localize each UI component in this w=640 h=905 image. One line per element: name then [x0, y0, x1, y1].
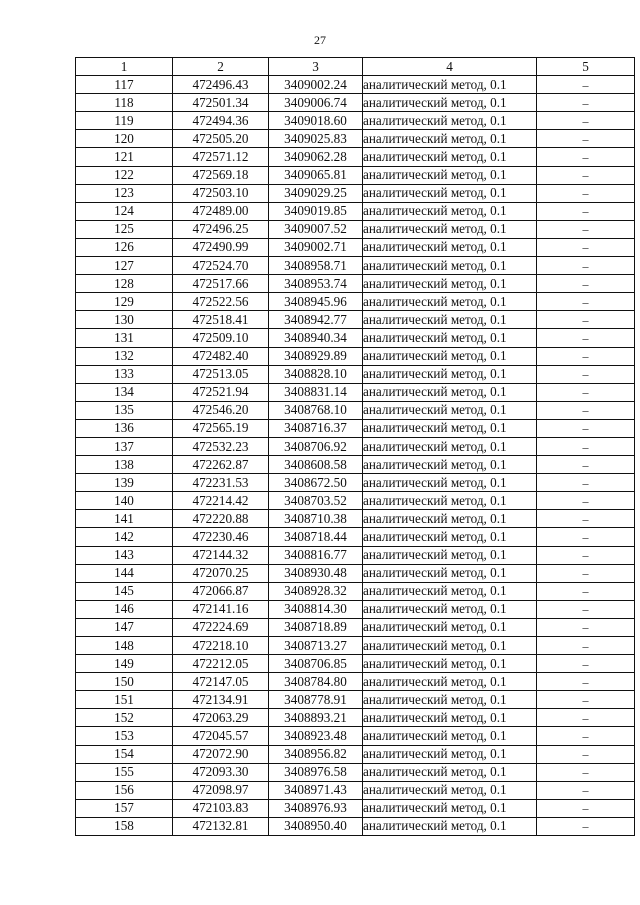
- remark-cell: –: [537, 275, 635, 293]
- method-accuracy-cell: аналитический метод, 0.1: [363, 528, 537, 546]
- x-coordinate-cell: 472093.30: [173, 763, 269, 781]
- method-accuracy-cell: аналитический метод, 0.1: [363, 582, 537, 600]
- table-row: [76, 673, 635, 691]
- table-row: [76, 383, 635, 401]
- page-number: 27: [314, 33, 326, 47]
- y-coordinate-cell: 3409002.71: [269, 238, 363, 256]
- table-row: [76, 148, 635, 166]
- table-row: [76, 582, 635, 600]
- y-coordinate-cell: 3408814.30: [269, 600, 363, 618]
- table-row: [76, 727, 635, 745]
- x-coordinate-cell: 472501.34: [173, 94, 269, 112]
- x-coordinate-cell: 472070.25: [173, 564, 269, 582]
- y-coordinate-cell: 3408945.96: [269, 293, 363, 311]
- y-coordinate-cell: 3409018.60: [269, 112, 363, 130]
- y-coordinate-cell: 3408718.89: [269, 618, 363, 636]
- x-coordinate-cell: 472220.88: [173, 510, 269, 528]
- table-body: [76, 76, 635, 836]
- remark-cell: –: [537, 655, 635, 673]
- remark-cell: –: [537, 673, 635, 691]
- point-number-cell: 123: [76, 184, 173, 202]
- y-coordinate-cell: 3409007.52: [269, 220, 363, 238]
- remark-cell: –: [537, 365, 635, 383]
- method-accuracy-cell: аналитический метод, 0.1: [363, 148, 537, 166]
- point-number-cell: 149: [76, 655, 173, 673]
- point-number-cell: 136: [76, 419, 173, 437]
- remark-cell: –: [537, 238, 635, 256]
- remark-cell: –: [537, 781, 635, 799]
- x-coordinate-cell: 472103.83: [173, 799, 269, 817]
- point-number-cell: 145: [76, 582, 173, 600]
- table-row: [76, 238, 635, 256]
- table-row: [76, 492, 635, 510]
- y-coordinate-cell: 3408828.10: [269, 365, 363, 383]
- point-number-cell: 132: [76, 347, 173, 365]
- y-coordinate-cell: 3408716.37: [269, 419, 363, 437]
- remark-cell: –: [537, 582, 635, 600]
- x-coordinate-cell: 472513.05: [173, 365, 269, 383]
- point-number-cell: 154: [76, 745, 173, 763]
- x-coordinate-cell: 472147.05: [173, 673, 269, 691]
- table-row: [76, 76, 635, 94]
- remark-cell: –: [537, 293, 635, 311]
- y-coordinate-cell: 3408958.71: [269, 257, 363, 275]
- table-row: [76, 184, 635, 202]
- method-accuracy-cell: аналитический метод, 0.1: [363, 419, 537, 437]
- y-coordinate-cell: 3408672.50: [269, 474, 363, 492]
- point-number-cell: 151: [76, 691, 173, 709]
- point-number-cell: 158: [76, 817, 173, 835]
- remark-cell: –: [537, 474, 635, 492]
- table-row: [76, 817, 635, 835]
- x-coordinate-cell: 472546.20: [173, 401, 269, 419]
- method-accuracy-cell: аналитический метод, 0.1: [363, 383, 537, 401]
- y-coordinate-cell: 3408816.77: [269, 546, 363, 564]
- remark-cell: –: [537, 727, 635, 745]
- point-number-cell: 144: [76, 564, 173, 582]
- table-row: [76, 112, 635, 130]
- remark-cell: –: [537, 202, 635, 220]
- y-coordinate-cell: 3408950.40: [269, 817, 363, 835]
- point-number-cell: 141: [76, 510, 173, 528]
- method-accuracy-cell: аналитический метод, 0.1: [363, 166, 537, 184]
- y-coordinate-cell: 3408928.32: [269, 582, 363, 600]
- point-number-cell: 153: [76, 727, 173, 745]
- remark-cell: –: [537, 419, 635, 437]
- method-accuracy-cell: аналитический метод, 0.1: [363, 220, 537, 238]
- y-coordinate-cell: 3408703.52: [269, 492, 363, 510]
- y-coordinate-cell: 3408831.14: [269, 383, 363, 401]
- x-coordinate-cell: 472569.18: [173, 166, 269, 184]
- method-accuracy-cell: аналитический метод, 0.1: [363, 474, 537, 492]
- method-accuracy-cell: аналитический метод, 0.1: [363, 257, 537, 275]
- x-coordinate-cell: 472565.19: [173, 419, 269, 437]
- point-number-cell: 140: [76, 492, 173, 510]
- method-accuracy-cell: аналитический метод, 0.1: [363, 347, 537, 365]
- point-number-cell: 131: [76, 329, 173, 347]
- point-number-cell: 129: [76, 293, 173, 311]
- table-row: [76, 437, 635, 455]
- x-coordinate-cell: 472224.69: [173, 618, 269, 636]
- x-coordinate-cell: 472517.66: [173, 275, 269, 293]
- remark-cell: –: [537, 510, 635, 528]
- point-number-cell: 142: [76, 528, 173, 546]
- y-coordinate-cell: 3408713.27: [269, 637, 363, 655]
- x-coordinate-cell: 472524.70: [173, 257, 269, 275]
- remark-cell: –: [537, 401, 635, 419]
- point-number-cell: 119: [76, 112, 173, 130]
- table-row: [76, 94, 635, 112]
- method-accuracy-cell: аналитический метод, 0.1: [363, 275, 537, 293]
- y-coordinate-cell: 3409062.28: [269, 148, 363, 166]
- table-row: [76, 202, 635, 220]
- x-coordinate-cell: 472098.97: [173, 781, 269, 799]
- method-accuracy-cell: аналитический метод, 0.1: [363, 510, 537, 528]
- remark-cell: –: [537, 94, 635, 112]
- y-coordinate-cell: 3408608.58: [269, 456, 363, 474]
- x-coordinate-cell: 472045.57: [173, 727, 269, 745]
- method-accuracy-cell: аналитический метод, 0.1: [363, 618, 537, 636]
- method-accuracy-cell: аналитический метод, 0.1: [363, 365, 537, 383]
- table-row: [76, 275, 635, 293]
- method-accuracy-cell: аналитический метод, 0.1: [363, 293, 537, 311]
- x-coordinate-cell: 472509.10: [173, 329, 269, 347]
- point-number-cell: 150: [76, 673, 173, 691]
- method-accuracy-cell: аналитический метод, 0.1: [363, 238, 537, 256]
- table-row: [76, 600, 635, 618]
- point-number-cell: 138: [76, 456, 173, 474]
- point-number-cell: 127: [76, 257, 173, 275]
- x-coordinate-cell: 472066.87: [173, 582, 269, 600]
- x-coordinate-cell: 472141.16: [173, 600, 269, 618]
- method-accuracy-cell: аналитический метод, 0.1: [363, 781, 537, 799]
- x-coordinate-cell: 472532.23: [173, 437, 269, 455]
- table-row: [76, 329, 635, 347]
- x-coordinate-cell: 472518.41: [173, 311, 269, 329]
- x-coordinate-cell: 472134.91: [173, 691, 269, 709]
- remark-cell: –: [537, 799, 635, 817]
- x-coordinate-cell: 472503.10: [173, 184, 269, 202]
- y-coordinate-cell: 3408976.93: [269, 799, 363, 817]
- point-number-cell: 117: [76, 76, 173, 94]
- point-number-cell: 157: [76, 799, 173, 817]
- remark-cell: –: [537, 618, 635, 636]
- remark-cell: –: [537, 564, 635, 582]
- x-coordinate-cell: 472505.20: [173, 130, 269, 148]
- method-accuracy-cell: аналитический метод, 0.1: [363, 637, 537, 655]
- remark-cell: –: [537, 691, 635, 709]
- point-number-cell: 156: [76, 781, 173, 799]
- table-row: [76, 474, 635, 492]
- y-coordinate-cell: 3408942.77: [269, 311, 363, 329]
- point-number-cell: 147: [76, 618, 173, 636]
- method-accuracy-cell: аналитический метод, 0.1: [363, 437, 537, 455]
- y-coordinate-cell: 3408929.89: [269, 347, 363, 365]
- y-coordinate-cell: 3408710.38: [269, 510, 363, 528]
- method-accuracy-cell: аналитический метод, 0.1: [363, 492, 537, 510]
- y-coordinate-cell: 3408784.80: [269, 673, 363, 691]
- remark-cell: –: [537, 437, 635, 455]
- point-number-cell: 133: [76, 365, 173, 383]
- table-row: [76, 528, 635, 546]
- y-coordinate-cell: 3409002.24: [269, 76, 363, 94]
- y-coordinate-cell: 3408976.58: [269, 763, 363, 781]
- y-coordinate-cell: 3408953.74: [269, 275, 363, 293]
- point-number-cell: 122: [76, 166, 173, 184]
- column-header-3: 3: [269, 58, 363, 76]
- remark-cell: –: [537, 148, 635, 166]
- remark-cell: –: [537, 637, 635, 655]
- coordinates-table: [75, 57, 635, 836]
- y-coordinate-cell: 3408923.48: [269, 727, 363, 745]
- remark-cell: –: [537, 745, 635, 763]
- table-row: [76, 419, 635, 437]
- point-number-cell: 120: [76, 130, 173, 148]
- table-row: [76, 456, 635, 474]
- point-number-cell: 152: [76, 709, 173, 727]
- table-row: [76, 311, 635, 329]
- method-accuracy-cell: аналитический метод, 0.1: [363, 94, 537, 112]
- table-row: [76, 637, 635, 655]
- point-number-cell: 155: [76, 763, 173, 781]
- remark-cell: –: [537, 329, 635, 347]
- table-row: [76, 781, 635, 799]
- point-number-cell: 130: [76, 311, 173, 329]
- point-number-cell: 135: [76, 401, 173, 419]
- remark-cell: –: [537, 763, 635, 781]
- method-accuracy-cell: аналитический метод, 0.1: [363, 329, 537, 347]
- table-row: [76, 130, 635, 148]
- method-accuracy-cell: аналитический метод, 0.1: [363, 202, 537, 220]
- point-number-cell: 121: [76, 148, 173, 166]
- header-row: [76, 58, 635, 76]
- method-accuracy-cell: аналитический метод, 0.1: [363, 401, 537, 419]
- method-accuracy-cell: аналитический метод, 0.1: [363, 763, 537, 781]
- method-accuracy-cell: аналитический метод, 0.1: [363, 564, 537, 582]
- method-accuracy-cell: аналитический метод, 0.1: [363, 184, 537, 202]
- x-coordinate-cell: 472144.32: [173, 546, 269, 564]
- y-coordinate-cell: 3408940.34: [269, 329, 363, 347]
- point-number-cell: 118: [76, 94, 173, 112]
- table-row: [76, 763, 635, 781]
- remark-cell: –: [537, 130, 635, 148]
- point-number-cell: 143: [76, 546, 173, 564]
- x-coordinate-cell: 472490.99: [173, 238, 269, 256]
- x-coordinate-cell: 472063.29: [173, 709, 269, 727]
- remark-cell: –: [537, 311, 635, 329]
- x-coordinate-cell: 472072.90: [173, 745, 269, 763]
- remark-cell: –: [537, 76, 635, 94]
- table-row: [76, 347, 635, 365]
- y-coordinate-cell: 3408971.43: [269, 781, 363, 799]
- remark-cell: –: [537, 492, 635, 510]
- x-coordinate-cell: 472230.46: [173, 528, 269, 546]
- remark-cell: –: [537, 528, 635, 546]
- table-row: [76, 546, 635, 564]
- method-accuracy-cell: аналитический метод, 0.1: [363, 600, 537, 618]
- table-row: [76, 365, 635, 383]
- x-coordinate-cell: 472212.05: [173, 655, 269, 673]
- point-number-cell: 125: [76, 220, 173, 238]
- column-header-4: 4: [363, 58, 537, 76]
- remark-cell: –: [537, 184, 635, 202]
- column-header-5: 5: [537, 58, 635, 76]
- point-number-cell: 128: [76, 275, 173, 293]
- method-accuracy-cell: аналитический метод, 0.1: [363, 709, 537, 727]
- table-row: [76, 166, 635, 184]
- table-row: [76, 618, 635, 636]
- table-row: [76, 293, 635, 311]
- remark-cell: –: [537, 546, 635, 564]
- method-accuracy-cell: аналитический метод, 0.1: [363, 799, 537, 817]
- method-accuracy-cell: аналитический метод, 0.1: [363, 727, 537, 745]
- x-coordinate-cell: 472494.36: [173, 112, 269, 130]
- column-header-2: 2: [173, 58, 269, 76]
- x-coordinate-cell: 472521.94: [173, 383, 269, 401]
- y-coordinate-cell: 3408930.48: [269, 564, 363, 582]
- method-accuracy-cell: аналитический метод, 0.1: [363, 546, 537, 564]
- column-header-1: 1: [76, 58, 173, 76]
- remark-cell: –: [537, 817, 635, 835]
- y-coordinate-cell: 3408706.92: [269, 437, 363, 455]
- method-accuracy-cell: аналитический метод, 0.1: [363, 817, 537, 835]
- method-accuracy-cell: аналитический метод, 0.1: [363, 673, 537, 691]
- remark-cell: –: [537, 456, 635, 474]
- x-coordinate-cell: 472496.25: [173, 220, 269, 238]
- table-row: [76, 564, 635, 582]
- remark-cell: –: [537, 347, 635, 365]
- x-coordinate-cell: 472231.53: [173, 474, 269, 492]
- y-coordinate-cell: 3409019.85: [269, 202, 363, 220]
- x-coordinate-cell: 472571.12: [173, 148, 269, 166]
- remark-cell: –: [537, 112, 635, 130]
- remark-cell: –: [537, 383, 635, 401]
- method-accuracy-cell: аналитический метод, 0.1: [363, 76, 537, 94]
- y-coordinate-cell: 3409065.81: [269, 166, 363, 184]
- y-coordinate-cell: 3409025.83: [269, 130, 363, 148]
- table-row: [76, 510, 635, 528]
- remark-cell: –: [537, 220, 635, 238]
- x-coordinate-cell: 472262.87: [173, 456, 269, 474]
- x-coordinate-cell: 472489.00: [173, 202, 269, 220]
- x-coordinate-cell: 472214.42: [173, 492, 269, 510]
- x-coordinate-cell: 472218.10: [173, 637, 269, 655]
- table-row: [76, 401, 635, 419]
- table-row: [76, 220, 635, 238]
- remark-cell: –: [537, 257, 635, 275]
- method-accuracy-cell: аналитический метод, 0.1: [363, 456, 537, 474]
- y-coordinate-cell: 3408893.21: [269, 709, 363, 727]
- y-coordinate-cell: 3409006.74: [269, 94, 363, 112]
- method-accuracy-cell: аналитический метод, 0.1: [363, 130, 537, 148]
- x-coordinate-cell: 472496.43: [173, 76, 269, 94]
- y-coordinate-cell: 3408718.44: [269, 528, 363, 546]
- method-accuracy-cell: аналитический метод, 0.1: [363, 691, 537, 709]
- table-row: [76, 257, 635, 275]
- remark-cell: –: [537, 166, 635, 184]
- point-number-cell: 148: [76, 637, 173, 655]
- y-coordinate-cell: 3409029.25: [269, 184, 363, 202]
- y-coordinate-cell: 3408778.91: [269, 691, 363, 709]
- x-coordinate-cell: 472132.81: [173, 817, 269, 835]
- point-number-cell: 134: [76, 383, 173, 401]
- table-row: [76, 745, 635, 763]
- table-row: [76, 799, 635, 817]
- method-accuracy-cell: аналитический метод, 0.1: [363, 655, 537, 673]
- x-coordinate-cell: 472522.56: [173, 293, 269, 311]
- x-coordinate-cell: 472482.40: [173, 347, 269, 365]
- table-row: [76, 709, 635, 727]
- point-number-cell: 137: [76, 437, 173, 455]
- method-accuracy-cell: аналитический метод, 0.1: [363, 311, 537, 329]
- point-number-cell: 139: [76, 474, 173, 492]
- remark-cell: –: [537, 600, 635, 618]
- y-coordinate-cell: 3408768.10: [269, 401, 363, 419]
- method-accuracy-cell: аналитический метод, 0.1: [363, 745, 537, 763]
- method-accuracy-cell: аналитический метод, 0.1: [363, 112, 537, 130]
- point-number-cell: 124: [76, 202, 173, 220]
- point-number-cell: 126: [76, 238, 173, 256]
- y-coordinate-cell: 3408706.85: [269, 655, 363, 673]
- remark-cell: –: [537, 709, 635, 727]
- y-coordinate-cell: 3408956.82: [269, 745, 363, 763]
- table-row: [76, 691, 635, 709]
- table-row: [76, 655, 635, 673]
- point-number-cell: 146: [76, 600, 173, 618]
